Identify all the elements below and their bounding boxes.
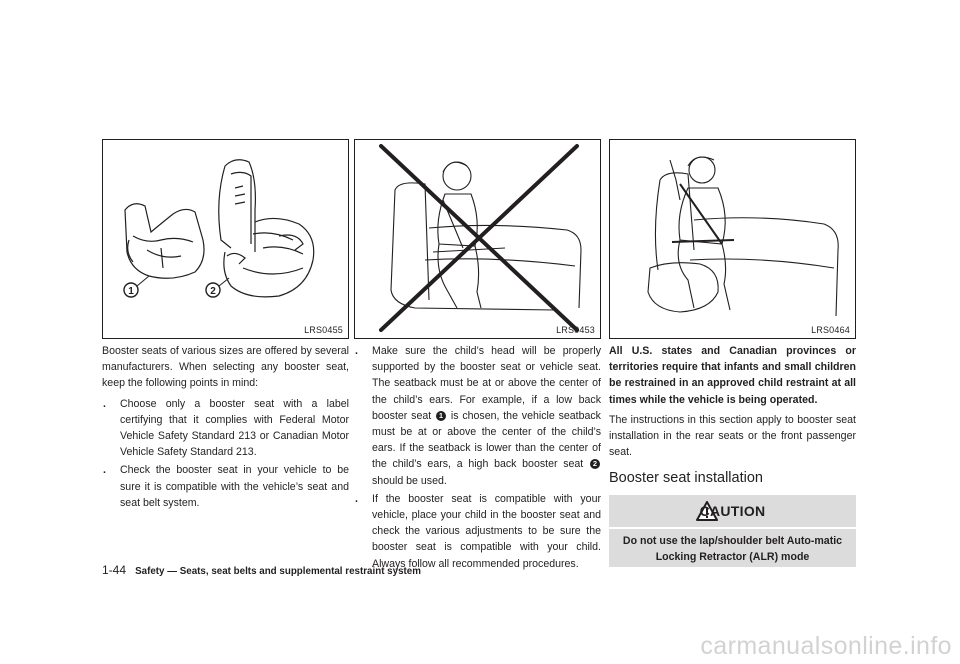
column-3 [609, 343, 856, 567]
caution-title: CAUTION [699, 502, 766, 519]
list-item-text-c: should be used. [372, 474, 447, 487]
caution-text: Do not use the lap/shoulder belt Auto-matic Locking Retractor (ALR) mode [609, 529, 856, 567]
legal-requirement-paragraph: All U.S. states and Canadian provinces or territories require that infants and small children be restrained in an approved child restraint at all times while the vehicle is being operated. [609, 345, 856, 406]
crossed-out-child-illustration [355, 140, 600, 338]
page-number: 1-44 [102, 563, 127, 577]
list-item-text: Check the booster seat in your vehicle to be sure it is compatible with the vehicle’s seat and seat belt system. [120, 464, 349, 509]
section-heading: Booster seat installation [609, 470, 763, 487]
svg-text:2: 2 [210, 286, 216, 297]
list-item-text-b: is chosen, the vehicle seatback must be at or above the center of the child’s ears. If the seatback is lower than the center of the child’s ears, a high back booster seat [372, 409, 601, 471]
list-item [354, 491, 601, 572]
figure-code: LRS0455 [304, 325, 343, 335]
list-item [102, 396, 349, 461]
list-item-text-a: Make sure the child’s head will be properly supported by the booster seat or vehicle seat. The seatback must be at or above the center of the child’s ears. For example, if a low back booster seat [372, 345, 601, 422]
list-item-text: Choose only a booster seat with a label certifying that it complies with Federal Motor Vehicle Safety Standard 213 or Canadian Motor Vehicle Safety Standard 213. [120, 397, 349, 459]
list-item [354, 343, 601, 489]
instructions-paragraph: The instructions in this section apply to booster seat installation in the rear seats or the front passenger seat. [609, 413, 856, 459]
caution-banner [609, 495, 856, 527]
bullet: . [103, 464, 106, 477]
callout-number-2: 2 [590, 459, 600, 469]
page-footer [102, 563, 421, 577]
bullet: . [355, 345, 358, 357]
callout-2 [206, 283, 220, 297]
intro-paragraph: Booster seats of various sizes are offered by several manufacturers. When selecting any booster seat, keep the following points in mind: [102, 345, 349, 390]
svg-text:1: 1 [128, 286, 134, 297]
figure-code: LRS0453 [556, 325, 595, 335]
section-title: Safety — Seats, seat belts and supplemental restraint system [135, 566, 421, 577]
callout-number-1: 1 [436, 411, 446, 421]
booster-seats-illustration [103, 140, 348, 338]
watermark: carmanualsonline.info [700, 632, 952, 660]
bullet: . [103, 397, 106, 410]
column-2 [354, 343, 601, 574]
figure-code: LRS0464 [811, 325, 850, 335]
x-mark [381, 146, 577, 330]
list-item-text: If the booster seat is compatible with your vehicle, place your child in the booster seat and check the various adjustments to be sure the booster seat is compatible with your child. Always follow all recommended procedures. [372, 492, 601, 570]
callout-1 [124, 283, 138, 297]
bullet: . [355, 492, 358, 505]
figure-correct-booster-fit [609, 139, 856, 339]
column-1 [102, 343, 349, 513]
figure-booster-seats [102, 139, 349, 339]
child-in-booster-illustration [610, 140, 855, 338]
figure-incorrect-booster-fit [354, 139, 601, 339]
list-item [102, 462, 349, 511]
